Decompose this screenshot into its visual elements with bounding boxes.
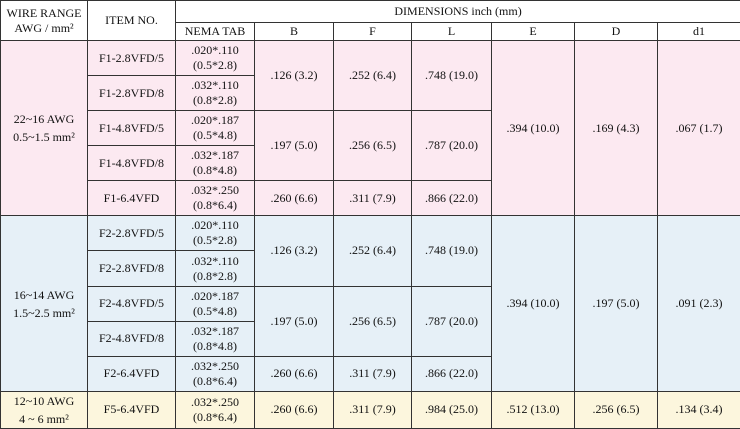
dim-b-cell: .260 (6.6): [255, 356, 334, 391]
table-body: [1, 41, 740, 429]
wire-range-cell: 16~14 AWG 1.5~2.5 mm²: [1, 216, 88, 391]
item-no-cell: F2-2.8VFD/5: [88, 216, 176, 251]
dim-l-cell: .787 (20.0): [412, 111, 492, 181]
dim-d1-cell: .134 (3.4): [658, 391, 740, 428]
dim-e-cell: .394 (10.0): [492, 41, 575, 216]
nema-tab-cell: .032*.250 (0.8*6.4): [176, 356, 255, 391]
item-no-cell: F1-4.8VFD/5: [88, 111, 176, 146]
item-no-cell: F5-6.4VFD: [88, 391, 176, 428]
header-d: D: [575, 23, 658, 41]
dim-f-cell: .252 (6.4): [334, 216, 412, 286]
dim-b-cell: .197 (5.0): [255, 111, 334, 181]
wire-range-cell: 12~10 AWG 4 ~ 6 mm²: [1, 391, 88, 428]
dim-d-cell: .197 (5.0): [575, 216, 658, 391]
table-row: [1, 391, 740, 428]
nema-tab-cell: .020*.187 (0.5*4.8): [176, 111, 255, 146]
nema-tab-cell: .020*.187 (0.5*4.8): [176, 286, 255, 321]
item-no-cell: F1-2.8VFD/5: [88, 41, 176, 76]
item-no-cell: F1-4.8VFD/8: [88, 146, 176, 181]
dim-f-cell: .252 (6.4): [334, 41, 412, 111]
header-b: B: [255, 23, 334, 41]
dim-f-cell: .311 (7.9): [334, 181, 412, 216]
dim-b-cell: .126 (3.2): [255, 41, 334, 111]
dim-d1-cell: .091 (2.3): [658, 216, 740, 391]
wire-range-cell: 22~16 AWG 0.5~1.5 mm²: [1, 41, 88, 216]
item-no-cell: F2-4.8VFD/5: [88, 286, 176, 321]
dim-l-cell: .866 (22.0): [412, 181, 492, 216]
item-no-cell: F2-2.8VFD/8: [88, 251, 176, 286]
nema-tab-cell: .020*.110 (0.5*2.8): [176, 41, 255, 76]
header-d1: d1: [658, 23, 740, 41]
dim-l-cell: .866 (22.0): [412, 356, 492, 391]
dim-b-cell: .260 (6.6): [255, 181, 334, 216]
item-no-cell: F1-2.8VFD/8: [88, 76, 176, 111]
dim-l-cell: .984 (25.0): [412, 391, 492, 428]
dim-l-cell: .787 (20.0): [412, 286, 492, 356]
nema-tab-cell: .032*.250 (0.8*6.4): [176, 181, 255, 216]
dim-b-cell: .260 (6.6): [255, 391, 334, 428]
table-row: [1, 216, 740, 251]
item-no-cell: F1-6.4VFD: [88, 181, 176, 216]
header-nema-tab: NEMA TAB: [176, 23, 255, 41]
header-f: F: [334, 23, 412, 41]
dim-b-cell: .197 (5.0): [255, 286, 334, 356]
header-dimensions: DIMENSIONS inch (mm): [176, 1, 740, 23]
nema-tab-cell: .032*.110 (0.8*2.8): [176, 76, 255, 111]
header-e: E: [492, 23, 575, 41]
nema-tab-cell: .032*.187 (0.8*4.8): [176, 146, 255, 181]
nema-tab-cell: .032*.250 (0.8*6.4): [176, 391, 255, 428]
item-no-cell: F2-6.4VFD: [88, 356, 176, 391]
nema-tab-cell: .020*.110 (0.5*2.8): [176, 216, 255, 251]
dim-f-cell: .311 (7.9): [334, 391, 412, 428]
dim-l-cell: .748 (19.0): [412, 41, 492, 111]
dim-f-cell: .256 (6.5): [334, 286, 412, 356]
nema-tab-cell: .032*.110 (0.8*2.8): [176, 251, 255, 286]
dim-d-cell: .256 (6.5): [575, 391, 658, 428]
dim-f-cell: .256 (6.5): [334, 111, 412, 181]
dim-e-cell: .512 (13.0): [492, 391, 575, 428]
dim-d-cell: .169 (4.3): [575, 41, 658, 216]
dim-f-cell: .311 (7.9): [334, 356, 412, 391]
dim-l-cell: .748 (19.0): [412, 216, 492, 286]
table-row: [1, 41, 740, 76]
header-wire-range: WIRE RANGE AWG / mm²: [1, 1, 88, 41]
item-no-cell: F2-4.8VFD/8: [88, 321, 176, 356]
dim-e-cell: .394 (10.0): [492, 216, 575, 391]
nema-tab-cell: .032*.187 (0.8*4.8): [176, 321, 255, 356]
dim-d1-cell: .067 (1.7): [658, 41, 740, 216]
header-l: L: [412, 23, 492, 41]
header-item-no: ITEM NO.: [88, 1, 176, 41]
dim-b-cell: .126 (3.2): [255, 216, 334, 286]
